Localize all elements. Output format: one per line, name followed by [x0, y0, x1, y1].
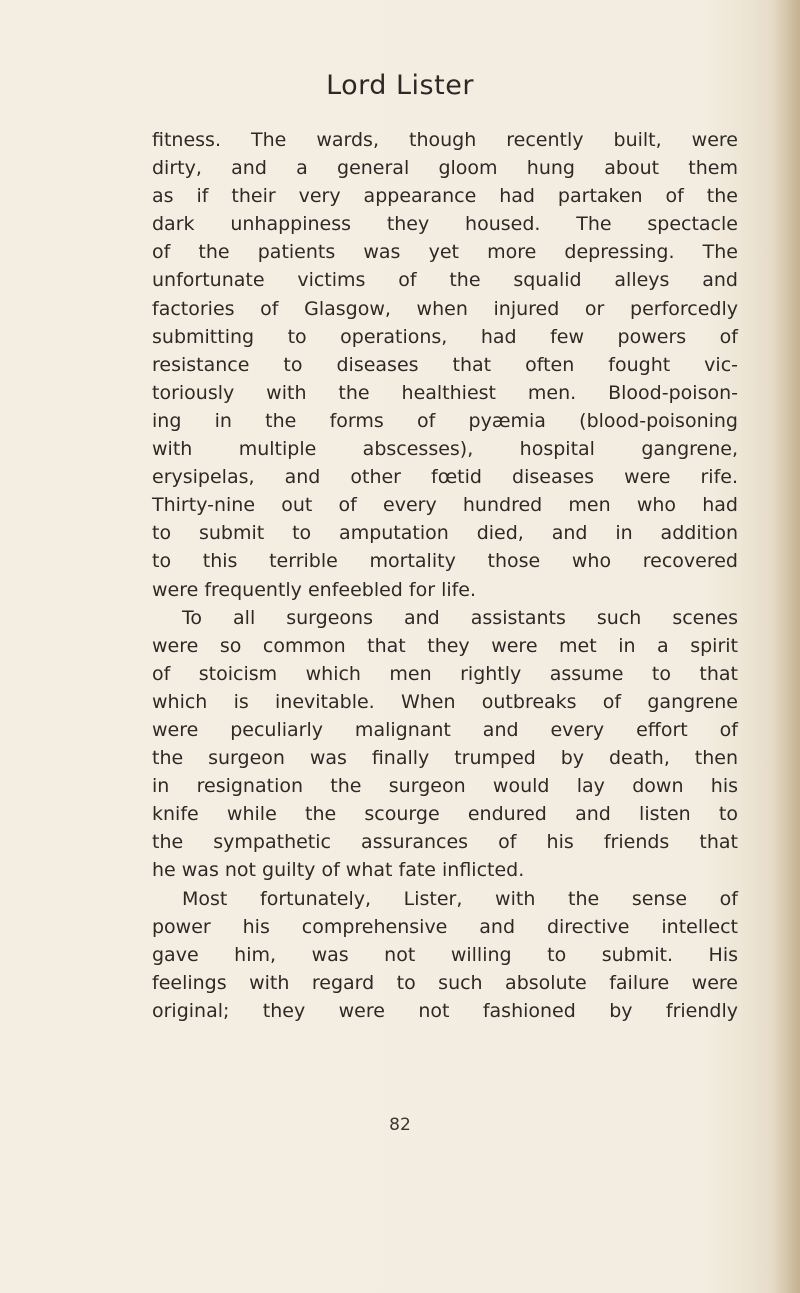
text-line: ing in the forms of pyæmia (blood-poisoning [152, 409, 738, 432]
text-line: gave him, was not willing to submit. His [152, 943, 738, 966]
text-line: power his comprehensive and directive intellect [152, 915, 738, 938]
page-edge-shading [772, 0, 800, 1293]
text-line: with multiple abscesses), hospital gangrene, [152, 438, 738, 461]
text-line: of the patients was yet more depressing. The [152, 241, 738, 264]
text-line: knife while the scourge endured and listen to [152, 803, 738, 826]
body-text [152, 126, 738, 1025]
paragraph-end-line: were frequently enfeebled for life. [152, 578, 477, 601]
text-line: dark unhappiness they housed. The spectacle [152, 213, 738, 236]
text-line: resistance to diseases that often fought vic- [152, 353, 738, 376]
text-line: were peculiarly malignant and every effort of [152, 718, 738, 741]
paragraph-start-line: To all surgeons and assistants such scenes [182, 606, 738, 629]
text-line: the sympathetic assurances of his friends that [152, 831, 738, 854]
text-line: in resignation the surgeon would lay down his [152, 775, 738, 798]
text-line: unfortunate victims of the squalid alleys and [152, 269, 738, 292]
text-line: feelings with regard to such absolute failure were [152, 971, 738, 994]
page-number: 82 [389, 1115, 411, 1135]
text-line: erysipelas, and other fœtid diseases were rife. [152, 466, 738, 489]
text-line: submitting to operations, had few powers of [152, 325, 738, 348]
paragraph-end-line: he was not guilty of what fate inflicted. [152, 859, 525, 882]
text-line: to submit to amputation died, and in addition [152, 522, 738, 545]
text-line: Thirty-nine out of every hundred men who had [152, 494, 738, 517]
text-line: which is inevitable. When outbreaks of gangrene [152, 690, 738, 713]
text-line: original; they were not fashioned by friendly [152, 999, 738, 1022]
running-head: Lord Lister [326, 70, 474, 101]
text-line: factories of Glasgow, when injured or perforcedly [152, 297, 738, 320]
paragraph-start-line: Most fortunately, Lister, with the sense of [182, 887, 738, 910]
text-line: the surgeon was finally trumped by death, then [152, 747, 738, 770]
text-line: to this terrible mortality those who recovered [152, 550, 738, 573]
text-line: of stoicism which men rightly assume to that [152, 662, 738, 685]
text-line: dirty, and a general gloom hung about them [152, 157, 738, 180]
text-line: as if their very appearance had partaken of the [152, 185, 738, 208]
text-line: were so common that they were met in a spirit [152, 634, 738, 657]
text-line: toriously with the healthiest men. Blood-poison- [152, 381, 738, 404]
text-line: fitness. The wards, though recently built, were [152, 129, 738, 151]
